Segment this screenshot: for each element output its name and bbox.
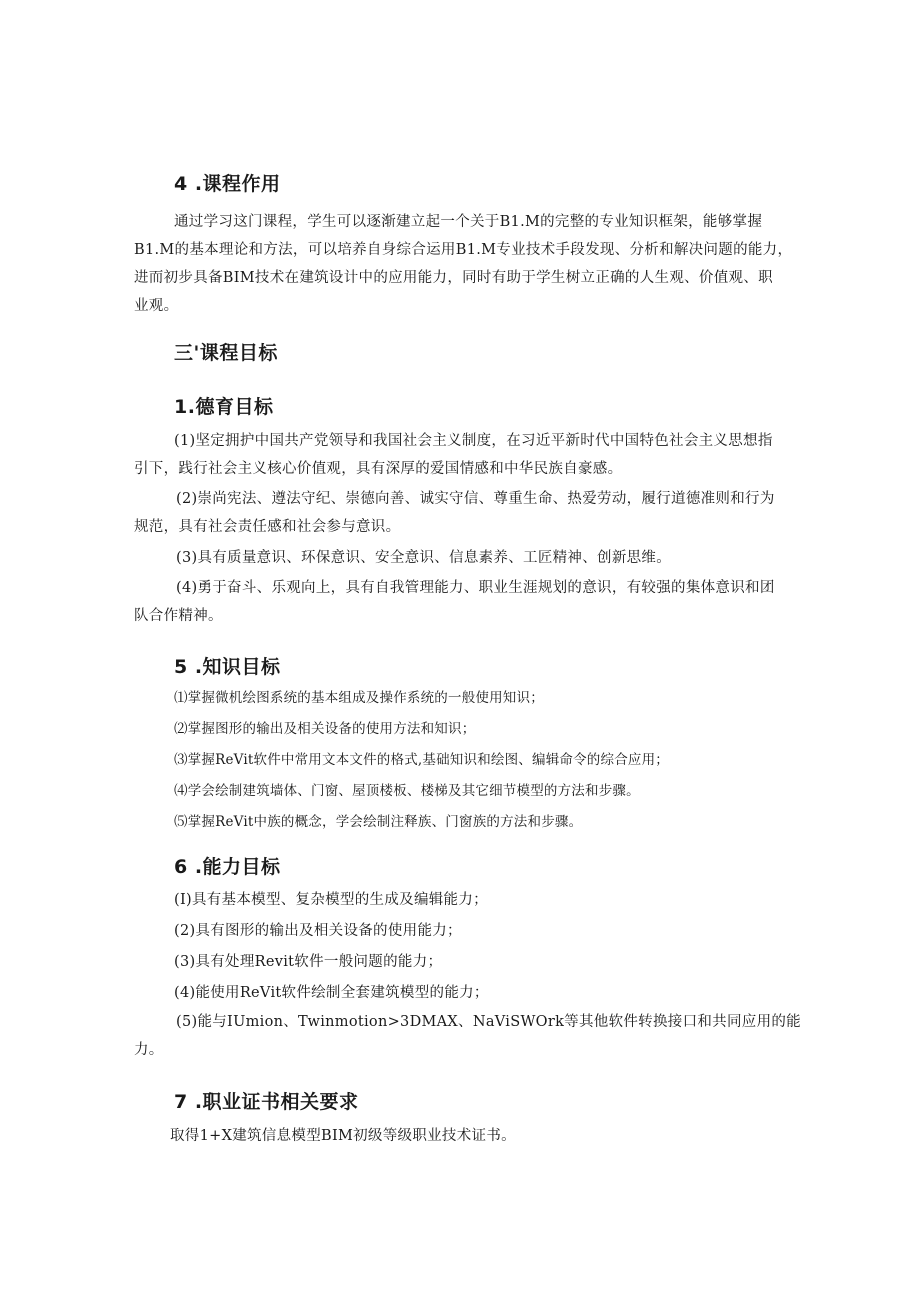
- list-item: (I)具有基本模型、复杂模型的生成及编辑能力；: [174, 892, 488, 908]
- paragraph-line: 进而初步具备BIM技术在建筑设计中的应用能力，同时有助于学生树立正确的人生观、价值观、职: [134, 270, 773, 286]
- list-item: ⑵掌握图形的输出及相关设备的使用方法和知识；: [174, 721, 476, 737]
- moral-goal-item-2: [134, 485, 775, 541]
- heading-course-role: 4 .课程作用: [174, 173, 281, 195]
- list-item: (4)能使用ReVit软件绘制全套建筑模型的能力；: [174, 985, 489, 1001]
- paragraph-line: 业观。: [134, 298, 179, 314]
- heading-knowledge-goals: 5 .知识目标: [174, 656, 281, 678]
- list-item: (2)具有图形的输出及相关设备的使用能力；: [174, 923, 462, 939]
- list-item: ⑴掌握微机绘图系统的基本组成及操作系统的一般使用知识；: [174, 690, 544, 706]
- paragraph-line: B1.M的基本理论和方法，可以培养自身综合运用B1.M专业技术手段发现、分析和解决问题的能力，: [134, 242, 793, 258]
- paragraph-line: 力。: [134, 1042, 164, 1058]
- knowledge-goal-list: [174, 686, 669, 834]
- paragraph-line: (4)勇于奋斗、乐观向上，具有自我管理能力、职业生涯规划的意识，有较强的集体意识和团: [176, 580, 775, 596]
- list-item: ⑶掌握ReVit软件中常用文本文件的格式,基础知识和绘图、编辑命令的综合应用；: [174, 752, 669, 768]
- paragraph-line: 规范，具有社会责任感和社会参与意识。: [134, 519, 401, 535]
- paragraph-line: 引下，践行社会主义核心价值观，具有深厚的爱国情感和中华民族自豪感。: [134, 461, 623, 477]
- ability-goal-list: [174, 886, 489, 1007]
- paragraph-line: (2)崇尚宪法、遵法守纪、崇德向善、诚实守信、尊重生命、热爱劳动，履行道德准则和行为: [176, 491, 775, 507]
- paragraph-line: (3)具有质量意识、环保意识、安全意识、信息素养、工匠精神、创新思维。: [176, 550, 672, 566]
- list-item: ⑷学会绘制建筑墙体、门窗、屋顶楼板、楼梯及其它细节模型的方法和步骤。: [174, 783, 640, 799]
- moral-goal-item-1: [134, 427, 773, 483]
- heading-ability-goals: 6 .能力目标: [174, 856, 281, 878]
- paragraph-line: (1)坚定拥护中国共产党领导和我国社会主义制度，在习近平新时代中国特色社会主义思想指: [174, 433, 773, 449]
- moral-goal-item-3: [134, 544, 671, 572]
- paragraph-line: 队合作精神。: [134, 608, 223, 624]
- list-item: ⑸掌握ReVit中族的概念，学会绘制注释族、门窗族的方法和步骤。: [174, 814, 583, 830]
- heading-certificate: 7 .职业证书相关要求: [174, 1091, 359, 1113]
- certificate-text: 取得1+X建筑信息模型BIM初级等级职业技术证书。: [170, 1128, 516, 1144]
- list-item: (3)具有处理Revit软件一般问题的能力；: [174, 954, 443, 970]
- paragraph-line: 通过学习这门课程，学生可以逐渐建立起一个关于B1.M的完整的专业知识框架，能够掌握: [174, 214, 763, 230]
- moral-goal-item-4: [134, 574, 775, 630]
- paragraph-line: (5)能与IUmion、Twinmotion>3DMAX、NaViSWOrk等其他软件转换接口和共同应用的能: [176, 1014, 801, 1030]
- heading-moral-goals: 1.德育目标: [174, 396, 274, 418]
- heading-course-goals: 三'课程目标: [174, 342, 278, 364]
- ability-goal-item-5: [134, 1008, 801, 1064]
- course-role-paragraph: [134, 208, 792, 320]
